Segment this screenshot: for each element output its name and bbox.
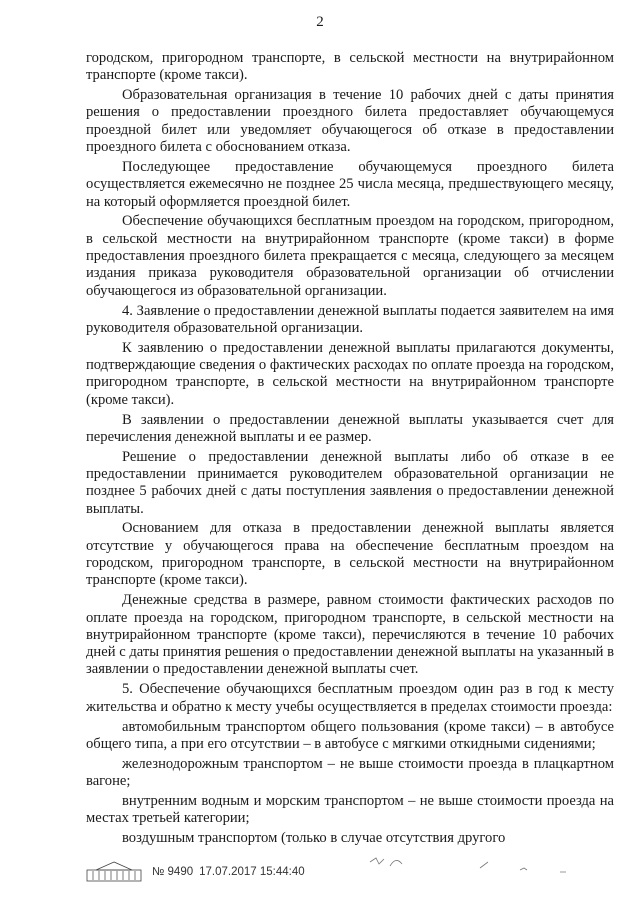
paragraph: Обеспечение обучающихся бесплатным проездом на городском, пригородном, в сельской местности на внутрирайонном транспорте (кроме такси) в форме предоставления проездного билета прекращается с месяца, следующего за месяцем издания приказа руководителя образовательной организации об отчислении обучающегося из образовательной организации. — [86, 213, 614, 299]
document-registration-number: № 9490 — [152, 866, 194, 878]
document-footer — [86, 862, 386, 882]
page-number: 2 — [316, 14, 324, 30]
paragraph: 5. Обеспечение обучающихся бесплатным проездом один раз в год к месту жительства и обратно к месту учебы осуществляется в пределах стоимости проезда: — [86, 681, 614, 715]
paragraph: внутренним водным и морским транспортом – не выше стоимости проезда на местах третьей категории; — [86, 792, 614, 827]
paragraph: Денежные средства в размере, равном стоимости фактических расходов по оплате проезда на городском, пригородном транспорте, в сельской местности на внутрирайонном транспорте (кроме такси), перечисляются в течение 10 рабочих дней с даты принятия решения о предоставлении денежной выплаты на указанный в заявлении о предоставлении денежной выплаты счет. — [86, 592, 614, 678]
handwritten-marks — [360, 848, 600, 876]
paragraph: Образовательная организация в течение 10 рабочих дней с даты принятия решения о предоставлении проездного билета предоставляет обучающемуся проездной билет или уведомляет обучающегося об отказе в предоставлении проездного билета с обоснованием отказа. — [86, 87, 614, 156]
paragraph: В заявлении о предоставлении денежной выплаты указывается счет для перечисления денежной выплаты и ее размер. — [86, 411, 614, 445]
paragraph: воздушным транспортом (только в случае отсутствия другого — [122, 830, 506, 847]
paragraph: К заявлению о предоставлении денежной выплаты прилагаются документы, подтверждающие сведения о фактических расходах по оплате проезда на городском, пригородном транспорте, в сельской местности на внутрирайонном транспорте (кроме такси). — [86, 339, 614, 408]
paragraph: железнодорожным транспортом – не выше стоимости проезда в плацкартном вагоне; — [86, 755, 614, 789]
paragraph: Решение о предоставлении денежной выплаты либо об отказе в ее предоставлении принимается руководителем образовательной организации не позднее 5 рабочих дней с даты поступления заявления о предоставлении денежной выплаты. — [86, 448, 614, 517]
building-logo-icon — [86, 861, 142, 883]
paragraph: 4. Заявление о предоставлении денежной выплаты подается заявителем на имя руководителя образовательной организации. — [86, 302, 614, 336]
document-timestamp: 17.07.2017 15:44:40 — [199, 866, 305, 878]
paragraph: Последующее предоставление обучающемуся проездного билета осуществляется ежемесячно не позднее 25 числа месяца, предшествующего месяцу, на который оформляется проездной билет. — [86, 158, 614, 210]
paragraph: автомобильным транспортом общего пользования (кроме такси) – в автобусе общего типа, а при его отсутствии – в автобусе с мягкими откидными сидениями; — [86, 718, 614, 752]
paragraph: Основанием для отказа в предоставлении денежной выплаты является отсутствие у обучающегося права на обеспечение бесплатным проездом на городском, пригородном транспорте, в сельской местности на внутрирайонном транспорте (кроме такси). — [86, 520, 614, 589]
document-body — [86, 50, 614, 850]
paragraph: городском, пригородном транспорте, в сельской местности на внутрирайонном транспорте (кроме такси). — [86, 50, 614, 84]
